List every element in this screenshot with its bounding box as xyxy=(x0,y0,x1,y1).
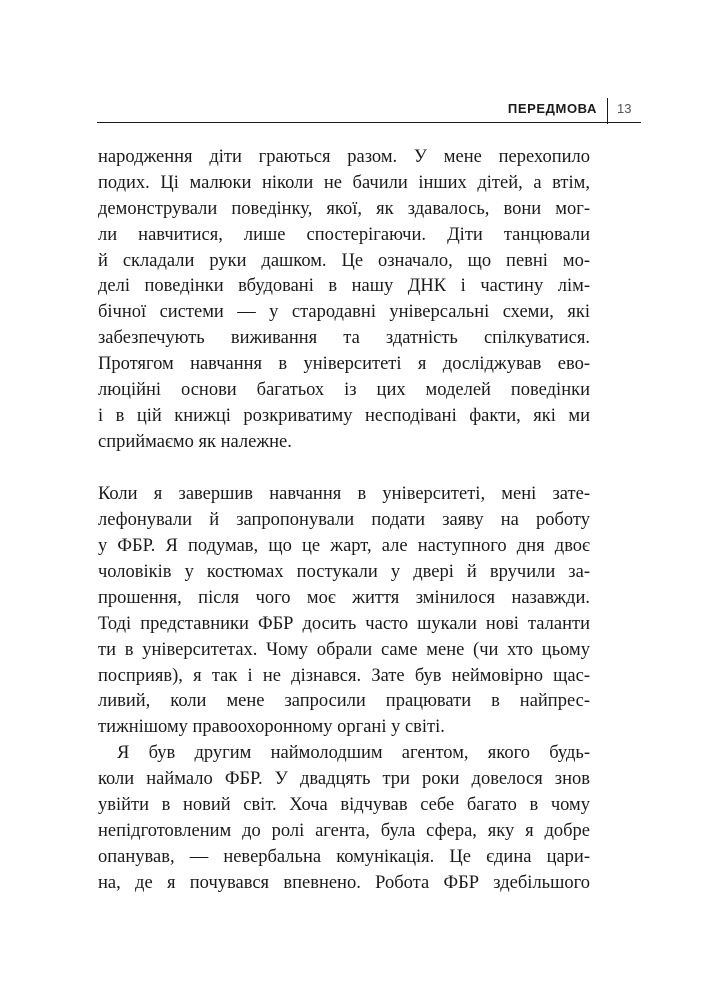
text-line: чоловіків у костюмах постукали у двері й вручили за- xyxy=(98,561,590,582)
paragraph-2 xyxy=(98,482,590,741)
text-line: подих. Ці малюки ніколи не бачили інших дітей, а втім, xyxy=(98,172,590,193)
section-title: ПЕРЕДМОВА xyxy=(507,101,597,116)
text-line: і в цій книжці розкриватиму несподівані факти, які ми xyxy=(98,405,590,426)
text-line: тижнішому правоохоронному органі у світі. xyxy=(98,717,445,738)
text-line: непідготовленим до ролі агента, була сфера, яку я добре xyxy=(98,820,590,841)
text-line: посприяв), я так і не дізнався. Зате був неймовірно щас- xyxy=(98,665,590,686)
text-line: й складали руки дашком. Це означало, що певні мо- xyxy=(98,250,590,271)
section-break xyxy=(98,456,590,483)
paragraph-3 xyxy=(98,741,590,896)
text-line: сприймаємо як належне. xyxy=(98,431,292,452)
text-line: ли навчитися, лише спостерігаючи. Діти танцювали xyxy=(98,224,590,245)
paragraph-1 xyxy=(98,145,590,456)
body-text xyxy=(98,145,590,897)
running-header xyxy=(97,98,641,126)
text-line: опанував, — невербальна комунікація. Це єдина цари- xyxy=(98,846,590,867)
text-line: бічної системи — у стародавні універсальні схеми, які xyxy=(98,302,590,323)
text-line: ти в університетах. Чому обрали саме мене (чи хто цьому xyxy=(98,639,590,660)
text-line: люційні основи багатьох із цих моделей поведінки xyxy=(98,380,590,401)
text-line: Протягом навчання в університеті я досліджував ево- xyxy=(98,354,590,375)
page-number: 13 xyxy=(617,101,632,116)
text-line: коли наймало ФБР. У двадцять три роки довелося знов xyxy=(98,769,590,790)
text-line: у ФБР. Я подумав, що це жарт, але наступного дня двоє xyxy=(98,536,590,557)
text-line: демонстрували поведінку, якої, як здавалось, вони мог- xyxy=(98,198,590,219)
text-line: на, де я почувався впевнено. Робота ФБР здебільшого xyxy=(98,872,590,893)
text-line: лефонували й запропонували подати заяву на роботу xyxy=(98,510,590,531)
header-vertical-rule xyxy=(607,98,608,124)
text-line: Я був другим наймолодшим агентом, якого будь- xyxy=(117,743,590,764)
text-line: увійти в новий світ. Хоча відчував себе багато в чому xyxy=(98,794,590,815)
text-line: ливий, коли мене запросили працювати в найпрес- xyxy=(98,691,590,712)
text-line: народження діти граються разом. У мене перехопило xyxy=(98,147,590,167)
header-rule xyxy=(97,122,641,123)
text-line: прошення, після чого моє життя змінилося назавжди. xyxy=(98,587,590,608)
text-line: делі поведінки вбудовані в нашу ДНК і частину лім- xyxy=(98,276,590,297)
text-line: Тоді представники ФБР досить часто шукали нові таланти xyxy=(98,613,590,634)
text-line: Коли я завершив навчання в університеті, мені зате- xyxy=(98,484,590,505)
text-line: забезпечують виживання та здатність спілкуватися. xyxy=(98,328,590,349)
